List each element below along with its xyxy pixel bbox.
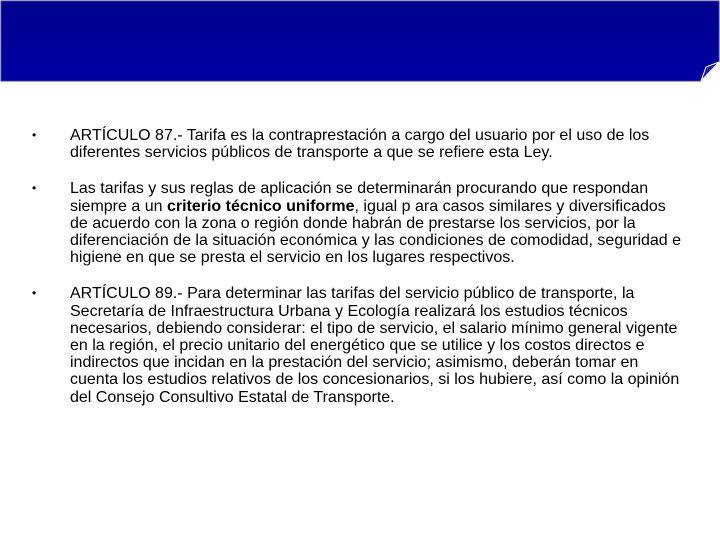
bullet-text [70,285,684,405]
text-segment: ARTÍCULO 89.- Para determinar las tarifas del servicio público de transporte, la Secretaría de Infraestructura Urbana y Ecología realizará los estudios técnicos necesarios, debiendo considerar: el tipo de servicio, el salario mínimo general vigente en la región, el precio unitario del energético que se utilice y los costos directos e indirectos que incidan en la prestación del servicio; asimismo, deberán tomar en cuenta los estudios relativos de los concesionarios, si los hubiere, así como la opinión del Consejo Consultivo Estatal de Transporte. [70,285,680,406]
bullet-marker: • [32,286,37,301]
bullet-marker: • [32,181,37,196]
bullet-item-articulo-87 [24,127,684,161]
bullet-text [70,180,684,266]
text-segment: Las tarifas y sus reglas de aplicación se determinarán procurando que respondan siempre a un [70,180,649,215]
header-band-fill [1,1,719,81]
bullet-item-tarifas-reglas [24,180,684,266]
bold-text-segment: criterio técnico uniforme [166,197,355,215]
text-segment: , igual p ara casos similares y diversificados de acuerdo con la zona o región donde habrán de prestarse los servicios, por la diferenciación de la situación económica y las condiciones de comodidad, seguridad e higiene en que se presta el servicio en los lugares respectivos. [70,197,682,267]
header-band-shape [0,0,720,82]
bullet-marker: • [32,128,37,142]
bullet-text [70,127,684,161]
bullet-list [24,127,684,425]
bullet-item-articulo-89 [24,285,684,405]
header-band [0,0,720,82]
text-segment: ARTÍCULO 87.- Tarifa es la contraprestación a cargo del usuario por el uso de los diferentes servicios públicos de transporte a que se refiere esta Ley. [70,127,650,162]
